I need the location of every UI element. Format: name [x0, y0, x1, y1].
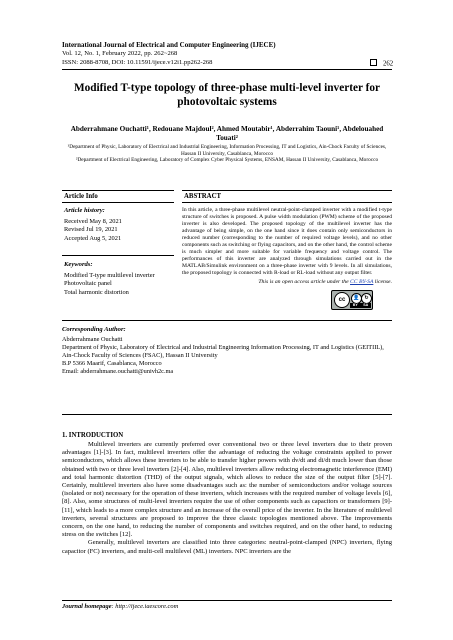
page-number-block [370, 59, 393, 68]
divider [62, 202, 174, 203]
abstract-text: In this article, a three-phase multilevel neutral-point-clamped inverter with a modified t-type structure of switches is proposed. A pulse width modulation (PWM) scheme of the proposed inverter is also developed. The proposed topology of the multilevel inverter has the advantage of being simple, on the one hand since it does contain only semiconductors in reduced number (corresponding to the number of required voltage levels), and no other components such as switching or flying capacitors, and on the other hand, the control scheme is much simpler and more suitable for variable frequency and voltage control. The performances of this inverter are analyzed through simulations carried out in the MATLAB/Simulink environment on a three-phase inverter with 9 levels. In all simulations, the proposed topology is connected with R-load or RL-load without any output filter. [182, 207, 392, 276]
share-alike-icon: ↻ [361, 293, 372, 304]
introduction-body [62, 441, 392, 556]
paragraph: Generally, multilevel inverters are classified into three categories: neutral-point-clamped (NPC) inverters, flying capacitor (FC) inverters, and multi-cell multilevel (ML) inverters. NPC inverters are the [62, 539, 392, 555]
corresponding-name: Abderrahmane Ouchatti [62, 336, 123, 343]
abstract-heading: ABSTRACT [184, 193, 222, 200]
footer [62, 603, 178, 610]
license-link[interactable]: CC BY-SA [350, 279, 374, 285]
affiliation-2: ²Department of Electrical Engineering, Laboratory of Complex Cyber Physical Systems, ENSAM, Hassan II University, Casablanca, Morocco [75, 157, 379, 164]
footer-url[interactable]: : http://ijece.iaescore.com [111, 603, 179, 610]
person-icon: 👤 [351, 293, 362, 304]
section-heading-introduction: 1. INTRODUCTION [62, 432, 124, 439]
cc-license-badge[interactable] [331, 290, 373, 310]
section-rule [62, 320, 392, 321]
article-info-panel [62, 191, 174, 319]
author-list: Abderrahmane Ouchatti¹, Redouane Majdoul², Ahmed Moutabir¹, Abderrahim Taouni¹, Abdelouahed Touati² [70, 125, 384, 142]
cc-icon: cc [334, 292, 350, 308]
footer-label: Journal homepage [62, 603, 112, 610]
corresponding-affiliation: Department of Physic, Laboratory of Electrical and Industrial Engineering Information Processing, IT and Logistics (GEITIIL), Ain-Chock Faculty of Sciences (FSAC), Hassan II University [62, 344, 384, 359]
info-top-rule [62, 190, 174, 191]
keyword: Total harmonic distortion [64, 288, 129, 296]
divider [62, 255, 174, 256]
history-accepted: Accepted Aug 5, 2021 [64, 234, 122, 242]
journal-issn-doi: ISSN: 2088-8708, DOI: 10.11591/ijece.v12i1.pp262-268 [62, 59, 213, 66]
journal-volume: Vol. 12, No. 1, February 2022, pp. 262~268 [62, 50, 178, 57]
divider [182, 202, 392, 203]
keywords-list [64, 272, 172, 297]
corresponding-email: Email: abderrahmane.ouchatti@univh2c.ma [62, 368, 174, 375]
page-number: 262 [383, 60, 394, 68]
affiliation-1: ¹Department of Physic, Laboratory of Electrical and Industrial Engineering, Information Processing, IT and Logistics, Ain-Chock Faculty of Sciences, Hassan II University, Casablanca, Morocco [67, 144, 387, 157]
article-info-heading: Article Info [64, 193, 98, 200]
history-list [64, 218, 122, 243]
paragraph: Multilevel inverters are currently preferred over conventional two or three level inverters due to their proven advantages [1]-[3]. In fact, multilevel inverters offer the advantage of reducing the voltage constraints applied to power semiconductors, which allows these inverters to be able to transfer higher powers with dv/dt and di/dt much lower than those obtained with two or three level inverters [2]-[4]. Also, multilevel inverters allow reducing electromagnetic interference (EMI) and total harmonic distortion (THD) of the output signals, which allows to reduce the size of the output filter [5]-[7]. Certainly, multilevel inverters also have some disadvantages such as: the number of semiconductors and/or voltage sources (isolated or not) necessary for the operation of these inverters, which increases with the required number of voltage levels [6], [8]. Also, some structures of multi-level inverters require the use of other components such as capacitors or transformers [9]-[11], which leads to a more complex structure and an increase of the overall price of the inverter. In the literature of multilevel inverters, several structures are proposed to improve the three classic topologies mentioned above. The improvements concern, on the one hand, to reducing the number of components and switches required, and on the other hand, to reducing stress on the switches [12]. [62, 441, 392, 539]
affiliations [62, 144, 392, 164]
history-label: Article history: [64, 207, 105, 214]
journal-name: International Journal of Electrical and Computer Engineering (IJECE) [62, 41, 276, 49]
abstract-top-rule [182, 190, 392, 191]
corresponding-address: B.P 5366 Maarif, Casablanca, Morocco [62, 360, 162, 367]
footer-rule [62, 600, 392, 601]
section-rule [62, 414, 392, 415]
keywords-label: Keywords: [64, 261, 93, 268]
paper-title: Modified T-type topology of three-phase multi-level inverter for photovoltaic systems [73, 82, 381, 108]
keyword: Photovoltaic panel [64, 280, 112, 288]
cc-badge-labels: BY SA [350, 303, 371, 308]
square-icon [370, 59, 377, 66]
history-received: Received May 8, 2021 [64, 218, 122, 225]
history-revised: Revised Jul 19, 2021 [64, 226, 118, 234]
keyword: Modified T-type multilevel inverter [64, 272, 155, 279]
header-rule [62, 69, 392, 70]
corresponding-details [62, 336, 392, 376]
corresponding-heading: Corresponding Author: [62, 326, 126, 333]
open-access-note: This is an open access article under the CC BY-SA license. [258, 279, 392, 285]
